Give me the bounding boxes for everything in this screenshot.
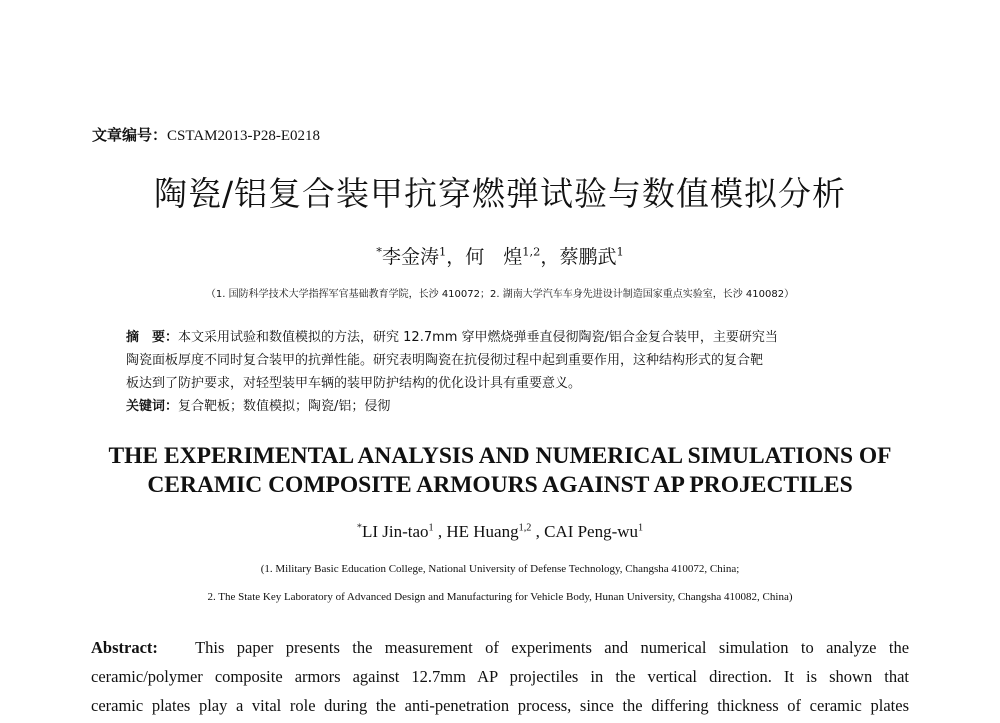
en-abstract-text-1: This paper presents the measurement of experiments and numerical simulation to analyze the [195, 638, 910, 657]
english-affiliation-1: (1. Military Basic Education College, National University of Defense Technology, Changsha 410072, China; [260, 563, 740, 575]
article-id-label: 文章编号： [92, 126, 168, 144]
en-author-sep-2: , [531, 522, 545, 541]
cn-abstract-label: 摘 要： [126, 330, 179, 345]
en-abstract-line-3: ceramic plates play a vital role during the anti-penetration process, since the differing thickness of ceramic plates [91, 696, 909, 715]
en-abstract-line-1 [91, 633, 909, 662]
cn-author-3-affil: 1 [616, 244, 624, 259]
chinese-affiliation: （1. 国防科学技术大学指挥军官基础教育学院，长沙 410072；2. 湖南大学汽车车身先进设计制造国家重点实验室，长沙 410082） [205, 289, 795, 300]
cn-author-sep-1: ， [446, 246, 466, 268]
cn-author-2-affil: 1,2 [522, 244, 541, 259]
corresponding-author-marker: * [376, 244, 382, 259]
cn-abstract-line-3: 板达到了防护要求，对轻型装甲车辆的装甲防护结构的优化设计具有重要意义。 [126, 376, 582, 391]
english-affiliation-2: 2. The State Key Laboratory of Advanced Design and Manufacturing for Vehicle Body, Hunan University, Changsha 410082, China) [207, 591, 793, 603]
english-abstract [91, 633, 909, 720]
en-author-2: HE Huang [446, 522, 519, 541]
article-id-value: CSTAM2013-P28-E0218 [167, 128, 320, 144]
cn-abstract-text-1: 本文采用试验和数值模拟的方法，研究 12.7mm 穿甲燃烧弹垂直侵彻陶瓷/铝合金复合装甲，主要研究当 [178, 330, 778, 345]
cn-author-1: 李金涛 [382, 246, 440, 268]
cn-keywords-label: 关键词： [126, 399, 179, 414]
cn-author-2: 何 煌 [465, 246, 523, 268]
english-title-line-2: CERAMIC COMPOSITE ARMOURS AGAINST AP PROJECTILES [147, 472, 853, 498]
en-author-1: LI Jin-tao [361, 522, 429, 541]
en-author-sep-1: , [433, 522, 447, 541]
english-title-line-1: THE EXPERIMENTAL ANALYSIS AND NUMERICAL SIMULATIONS OF [108, 443, 892, 469]
chinese-abstract [126, 326, 881, 418]
cn-author-3: 蔡鹏武 [559, 246, 617, 268]
article-id [92, 124, 320, 145]
en-author-3: CAI Peng-wu [544, 522, 639, 541]
en-corresponding-author-marker: * [356, 522, 362, 534]
cn-keywords [126, 395, 881, 418]
en-author-2-affil: 1,2 [518, 522, 532, 534]
en-author-1-affil: 1 [428, 522, 434, 534]
cn-author-sep-2: ， [540, 246, 560, 268]
chinese-title: 陶瓷/铝复合装甲抗穿燃弹试验与数值模拟分析 [153, 174, 847, 213]
cn-abstract-line-1 [126, 326, 881, 349]
cn-abstract-line-2: 陶瓷面板厚度不同时复合装甲的抗弹性能。研究表明陶瓷在抗侵彻过程中起到重要作用，这种结构形式的复合靶 [126, 353, 764, 368]
chinese-authors [0, 242, 1000, 269]
en-author-3-affil: 1 [638, 522, 644, 534]
cn-author-1-affil: 1 [439, 244, 447, 259]
cn-keywords-value: 复合靶板；数值模拟；陶瓷/铝；侵彻 [178, 399, 391, 414]
english-authors [0, 522, 1000, 542]
english-title [0, 442, 1000, 500]
en-abstract-label: Abstract: [91, 638, 158, 657]
en-abstract-line-2: ceramic/polymer composite armors against 12.7mm AP projectiles in the vertical direction. It is shown that [91, 667, 909, 686]
